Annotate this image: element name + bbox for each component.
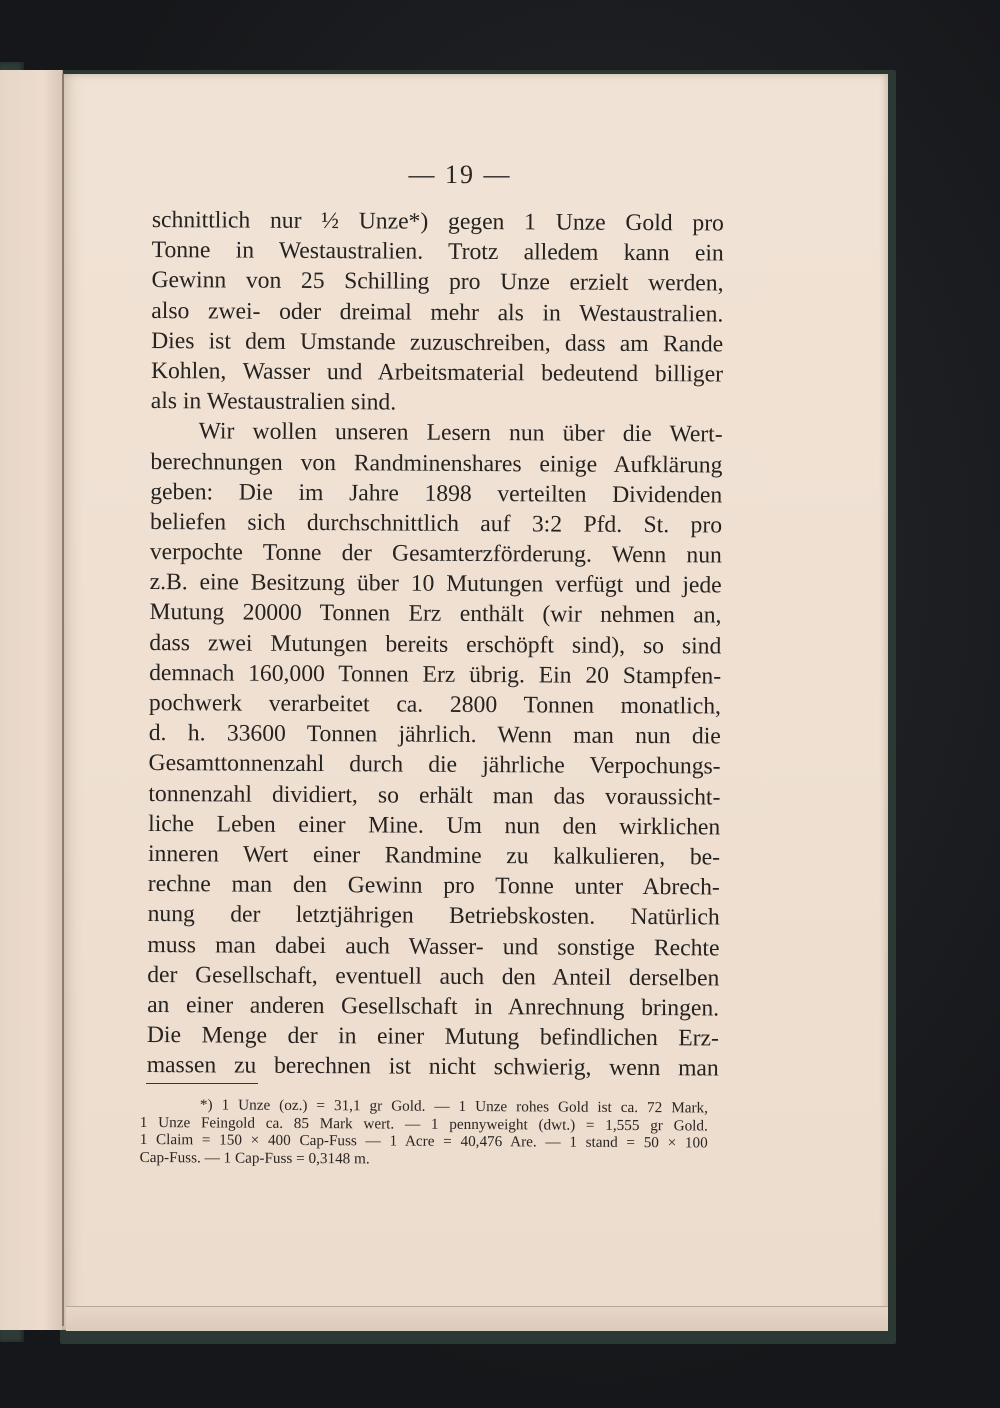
- text-line: verpochte Tonne der Gesamterzförderung. Wenn nun: [149, 539, 722, 569]
- text-line: pochwerk verarbeitet ca. 2800 Tonnen monatlich,: [148, 689, 722, 720]
- text-line: also zwei- oder dreimal mehr als in Westaustralien.: [151, 297, 724, 328]
- text-line: der Gesellschaft, eventuell auch den Anteil derselben: [147, 961, 720, 992]
- text-line: liche Leben einer Mine. Um nun den wirklichen: [148, 810, 721, 841]
- page-bottom-edge: [66, 1306, 888, 1331]
- footnote-line: *) 1 Unze (oz.) = 31,1 gr Gold. — 1 Unze rohes Gold ist ca. 72 Mark,: [199, 1096, 708, 1117]
- text-line: nung der letztjährigen Betriebskosten. Natürlich: [147, 901, 720, 931]
- text-line: massen zu berechnen ist nicht schwierig, wenn man: [146, 1052, 719, 1082]
- text-line: Gesamttonnenzahl durch die jährliche Verpochungs-: [148, 750, 721, 780]
- text-line: z.B. eine Besitzung über 10 Mutungen verfügt und jede: [149, 569, 722, 599]
- footnote-line: Cap-Fuss. — 1 Cap-Fuss = 0,3148 m.: [139, 1148, 370, 1168]
- text-line: Die Menge der in einer Mutung befindlichen Erz-: [146, 1022, 719, 1052]
- text-line: Tonne in Westaustralien. Trotz alledem kann ein: [151, 237, 724, 267]
- footnote-divider: [146, 1083, 258, 1084]
- footnote-line: 1 Claim = 150 × 400 Cap-Fuss — 1 Acre = 40,476 Are. — 1 stand = 50 × 100: [139, 1131, 708, 1152]
- text-line: beliefen sich durchschnittlich auf 3:2 Pfd. St. pro: [149, 508, 723, 539]
- footnote: [140, 1096, 708, 1170]
- text-line: tonnenzahl dividiert, so erhält man das voraussicht-: [148, 780, 721, 811]
- text-line: schnittlich nur ½ Unze*) gegen 1 Unze Gold pro: [151, 206, 724, 237]
- book-gutter: [62, 74, 64, 1326]
- text-line: Mutung 20000 Tonnen Erz enthält (wir nehmen an,: [149, 599, 722, 629]
- text-line: muss man dabei auch Wasser- und sonstige Rechte: [147, 931, 720, 961]
- page-number: — 19 —: [408, 160, 512, 189]
- text-line: berechnungen von Randminenshares einige Aufklärung: [150, 448, 723, 478]
- text-line: dass zwei Mutungen bereits erschöpft sind), so sind: [149, 629, 722, 660]
- text-line: Gewinn von 25 Schilling pro Unze erzielt werden,: [151, 267, 724, 297]
- text-line: Wir wollen unseren Lesern nun über die Wert-: [198, 418, 723, 448]
- text-line: Dies ist dem Umstande zuzuschreiben, dass am Rande: [151, 327, 724, 358]
- text-line: an einer anderen Gesellschaft in Anrechnung bringen.: [147, 991, 720, 1022]
- text-line: Kohlen, Wasser und Arbeitsmaterial bedeutend billiger: [150, 357, 724, 388]
- text-line: rechne man den Gewinn pro Tonne unter Abrech-: [147, 871, 720, 901]
- text-line: als in Westaustralien sind.: [150, 388, 397, 416]
- text-line: demnach 160,000 Tonnen Erz übrig. Ein 20 Stampfen-: [149, 659, 722, 690]
- footnote-line: 1 Unze Feingold ca. 85 Mark wert. — 1 pennyweight (dwt.) = 1,555 gr Gold.: [139, 1113, 708, 1135]
- body-text: [147, 205, 724, 1084]
- left-page-edge: [0, 70, 63, 1330]
- text-line: inneren Wert einer Randmine zu kalkulieren, be-: [147, 840, 721, 871]
- text-line: geben: Die im Jahre 1898 verteilten Dividenden: [150, 478, 723, 509]
- text-line: d. h. 33600 Tonnen jährlich. Wenn man nun die: [148, 720, 721, 750]
